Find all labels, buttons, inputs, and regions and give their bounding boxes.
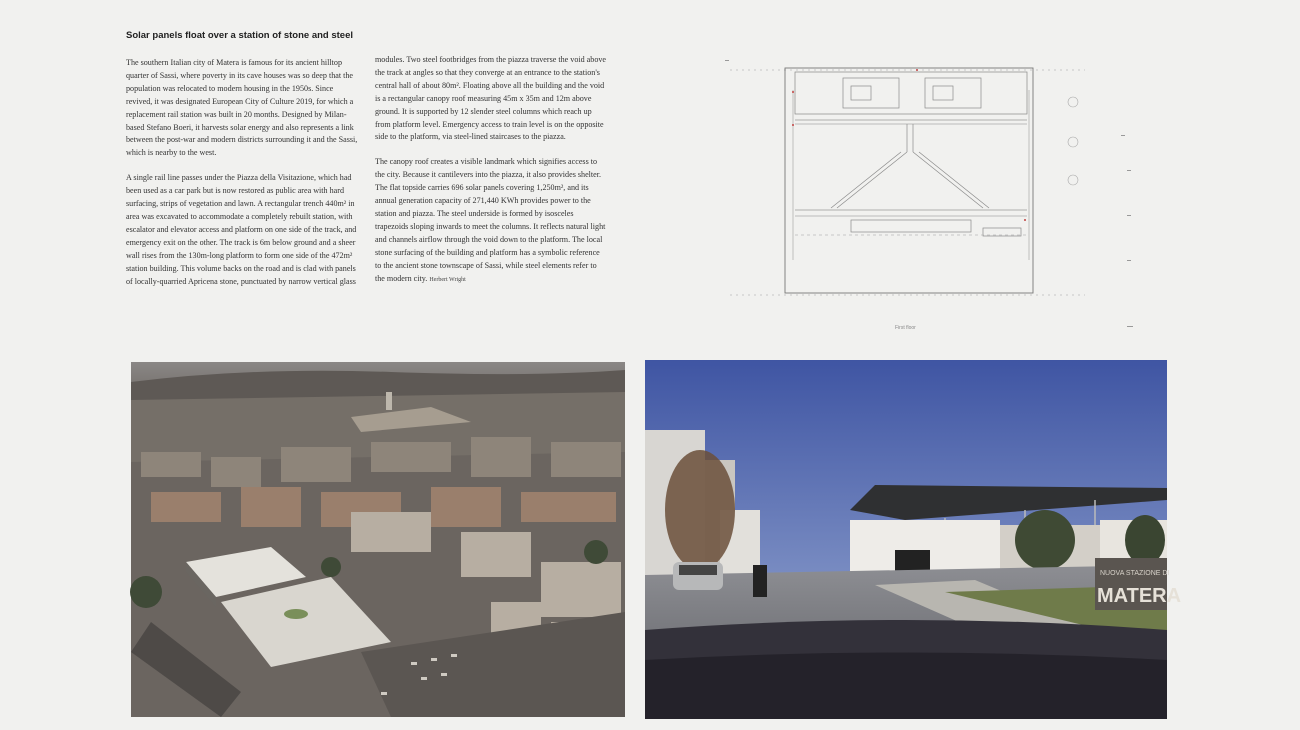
floor-plan-drawing — [725, 30, 1145, 335]
paragraph — [375, 156, 607, 286]
text-column-right — [375, 54, 607, 298]
station-street-photo — [645, 360, 1182, 719]
paragraph: modules. Two steel footbridges from the piazza traverse the void above the track at angles so that they converge at an entrance to the station's central hall of about 80m². Floating above all the building and the void is a rectangular canopy roof measuring 45m x 35m and 12m above ground. It is supported by 12 slender steel columns which reach up from platform level. Emergency access to train level is on the opposite side to the platform, via steel-lined staircases to the piazza. — [375, 55, 607, 142]
author-credit: Herbert Wright — [429, 276, 466, 283]
paragraph-text: The canopy roof creates a visible landmark which signifies access to the city. Because it cantilevers into the piazza, it also provides shelter. The flat topside carries 696 solar panels covering 1,250m², and its annual generation capacity of 271,440 KWh provides power to the station and piazza. The steel underside is formed by isosceles trapezoids sloping inwards to meet the columns. It reflects natural light and channels airflow through the void down to the platform. The local stone surfacing of the building and platform has a symbolic reference to the ancient stone townscape of Sassi, while steel elements refer to the modern city. — [375, 157, 606, 283]
paragraph: A single rail line passes under the Piazza della Visitazione, which had been used as a car park but is now restored as public area with hard surfacing, strips of vegetation and lawn. A rectangular trench 440m² in area was excavated to accommodate a completely rebuilt station, with escalator and elevator access and platform on one side of the track, and emergency exit on the other. The track is 6m below ground and a sheer wall rises from the 130m-long platform to form one side of the 472m² station building. This volume backs on the road and is clad with panels of locally-quarried Apricena stone, punctuated by narrow vertical glass — [126, 173, 357, 286]
plan-caption: First floor — [895, 325, 916, 331]
text-column-left — [126, 57, 358, 300]
station-sign-line2: MATERA — [1097, 585, 1182, 607]
aerial-city-photo — [131, 362, 625, 717]
paragraph: The southern Italian city of Matera is famous for its ancient hilltop quarter of Sassi, where poverty in its cave houses was so deep that the population was relocated to modern housing in the 1950s. Since revived, it was designated European City of Culture 2019, for which a replacement rail station was built in 20 months. Designed by Milan-based Stefano Boeri, it harvests solar energy and also represents a link between the post-war and modern districts surrounding it and the Sassi, which is nearby to the west. — [126, 58, 358, 158]
station-sign-line1: NUOVA STAZIONE DI — [1100, 570, 1170, 577]
article-title: Solar panels float over a station of stone and steel — [126, 30, 353, 41]
